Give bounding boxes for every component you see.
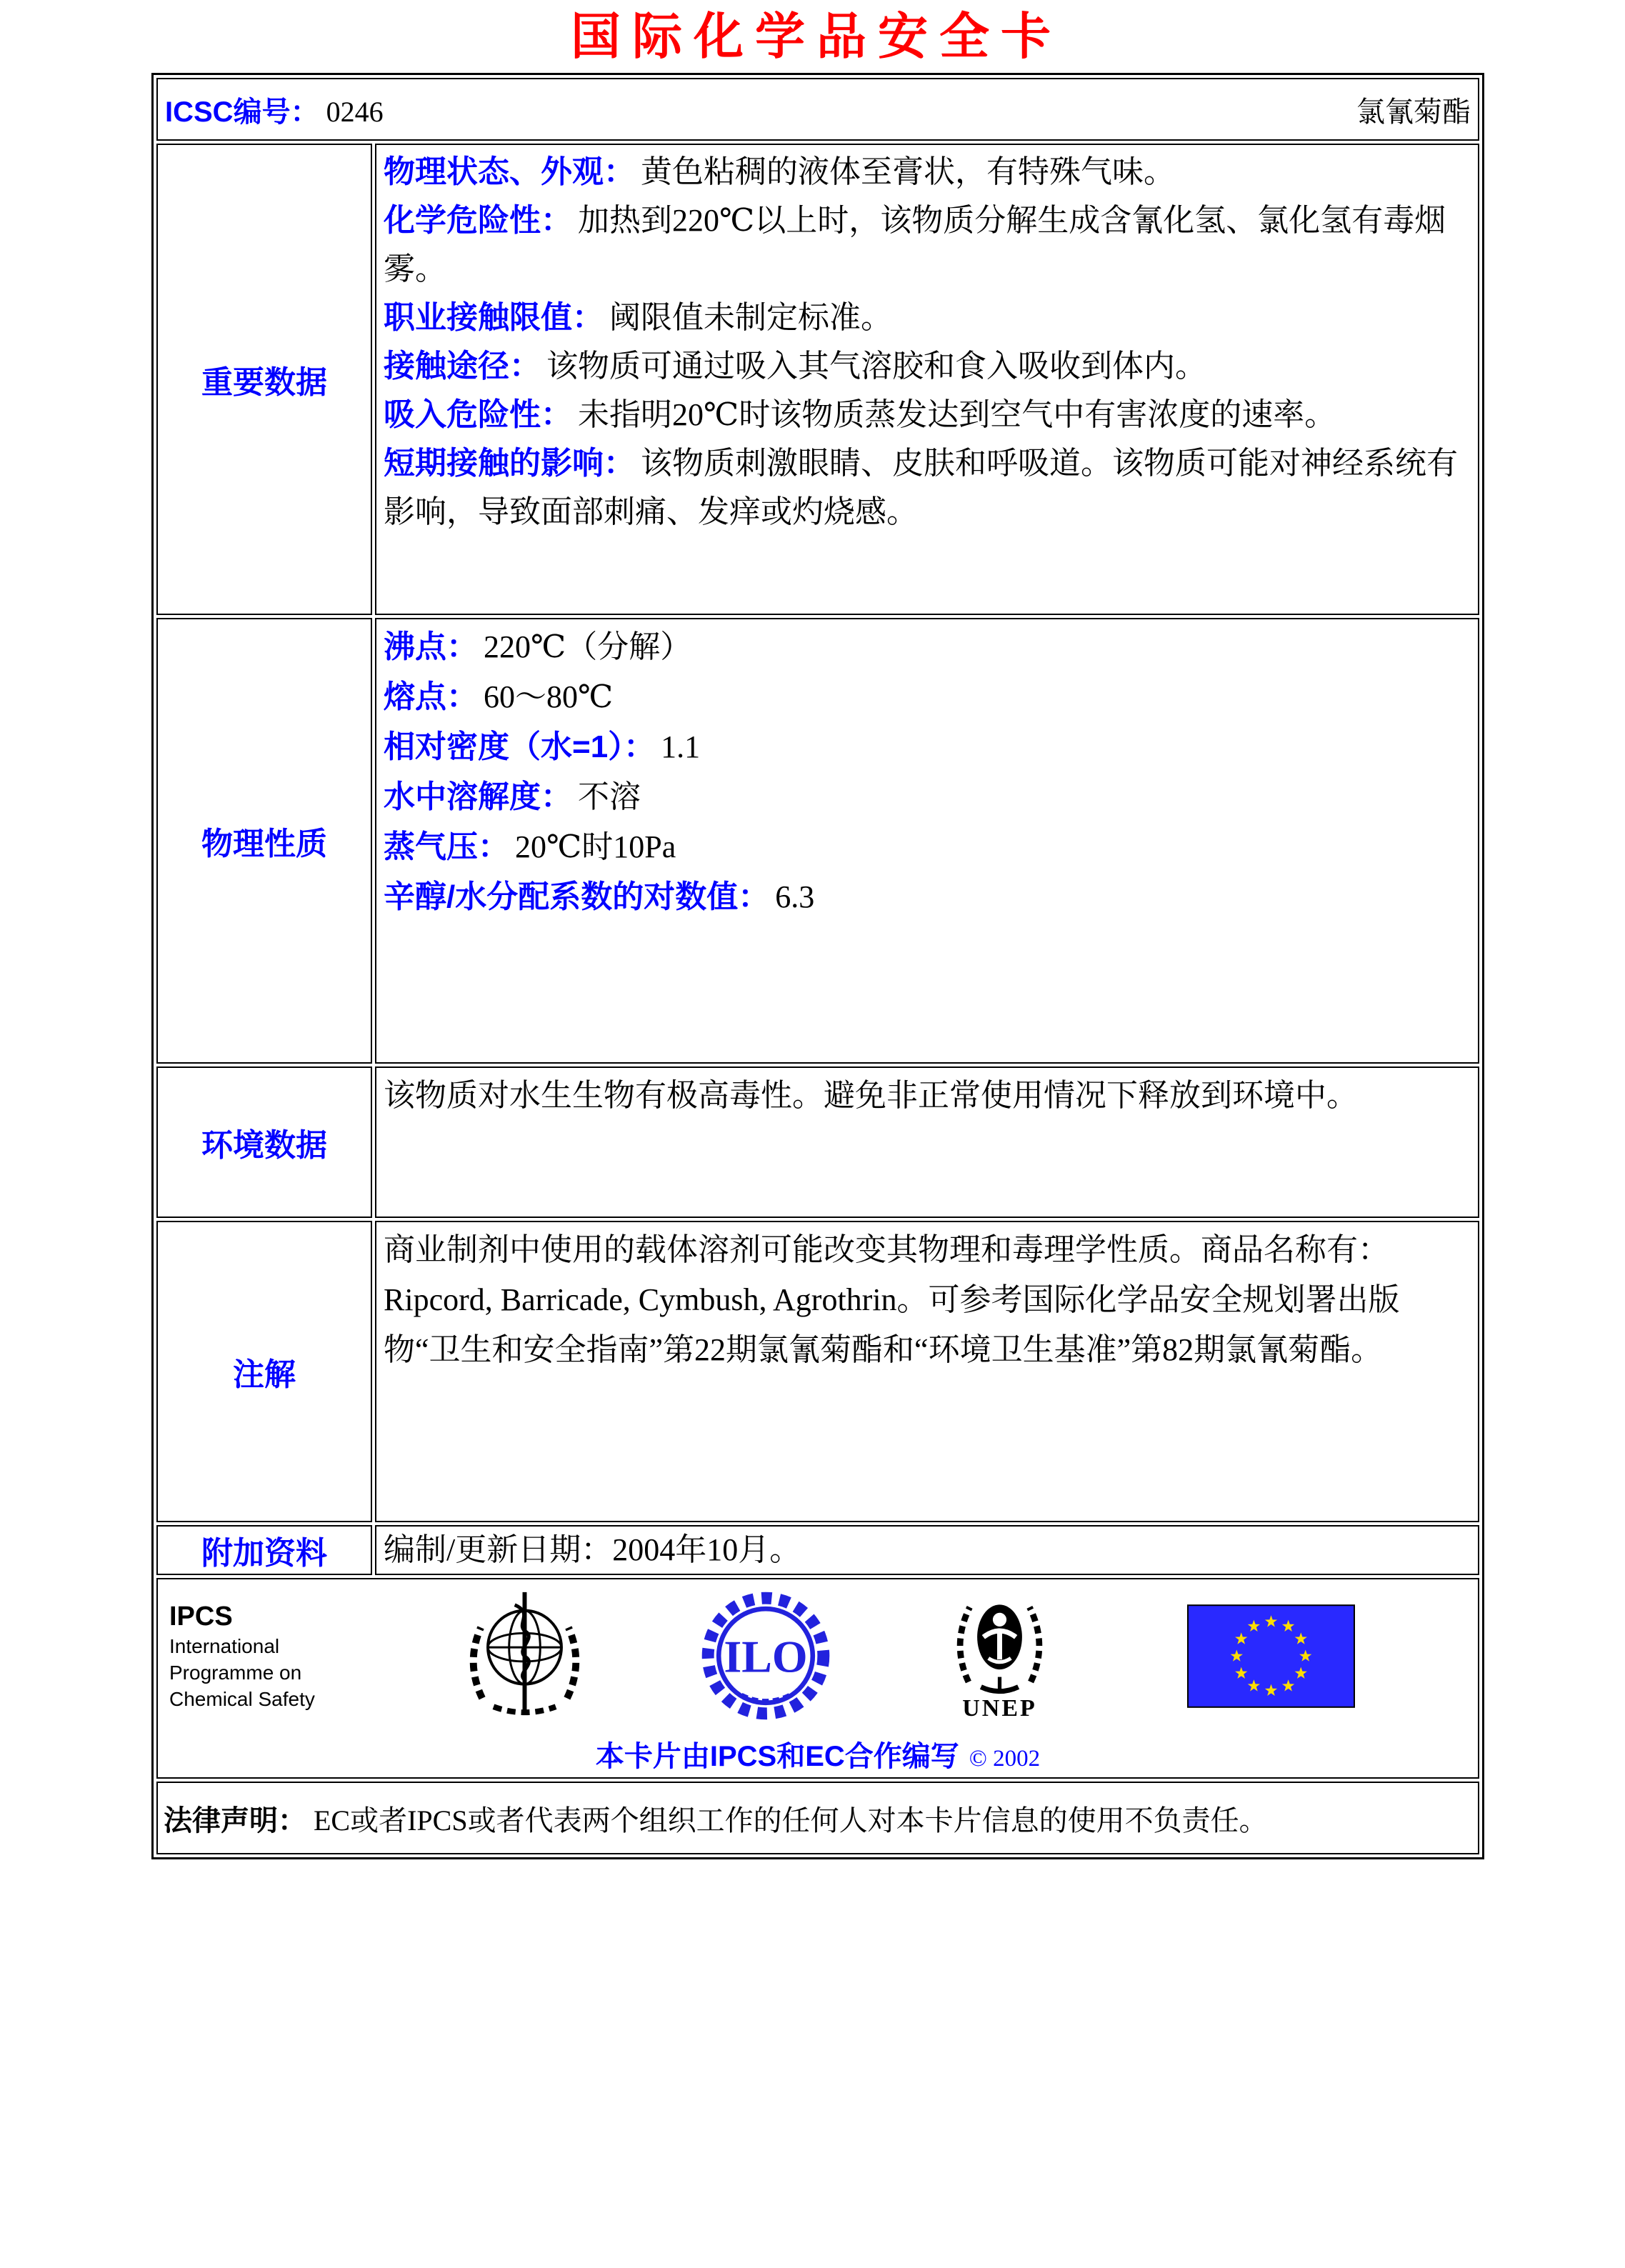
data-item: 吸入危险性： 未指明20℃时该物质蒸发达到空气中有害浓度的速率。 [384,397,1336,432]
icsc-card-page [0,9,1625,1859]
section-physical-properties [156,618,1479,1064]
ipcs-subtitle-line: Programme on [169,1661,302,1684]
data-item: 蒸气压： 20℃时10Pa [384,829,676,864]
credit-line [158,1734,1478,1774]
data-item: 物理状态、外观： 黄色粘稠的液体至膏状，有特殊气味。 [384,154,1175,189]
data-item: 化学危险性： 加热到220℃以上时，该物质分解生成含氰化氢、氯化氢有毒烟雾。 [384,203,1446,286]
data-item: 沸点： 220℃（分解） [384,629,692,664]
legal-row [156,1782,1479,1854]
icsc-number-value: 0246 [326,95,384,128]
legal-text: EC或者IPCS或者代表两个组织工作的任何人对本卡片信息的使用不负责任。 [314,1804,1268,1837]
header-row [156,78,1479,141]
ipcs-subtitle-line: International [169,1634,280,1657]
icsc-table [151,73,1484,1859]
section-label-physical-properties: 物理性质 [201,826,327,861]
ipcs-title: IPCS [169,1601,233,1632]
data-item: 商业制剂中使用的载体溶剂可能改变其物理和毒理学性质。商品名称有：Ripcord, Barricade, Cymbush, Agrothrin。可参考国际化学品安全规划署出版物“卫生和安全指南”第22期氯氰菊酯和“环境卫生基准”第82期氯氰菊酯。 [384,1232,1400,1367]
data-item: 该物质对水生生物有极高毒性。避免非正常使用情况下释放到环境中。 [384,1078,1358,1113]
legal-label: 法律声明： [164,1804,306,1837]
credit-text: 本卡片由IPCS和EC合作编写 [595,1741,959,1772]
icsc-number-label: ICSC编号： [165,96,319,128]
footer-row [156,1578,1479,1779]
data-item: 职业接触限值： 阈限值未制定标准。 [384,300,892,335]
chemical-name: 氯氰菊酯 [1356,95,1471,128]
data-item: 编制/更新日期：2004年10月。 [384,1532,801,1567]
ipcs-subtitle-line: Chemical Safety [169,1687,315,1710]
section-notes [156,1221,1479,1522]
section-label-additional-info: 附加资料 [201,1536,327,1571]
data-item: 水中溶解度： 不溶 [384,779,641,814]
section-important-data [156,144,1479,615]
section-label-important-data: 重要数据 [201,365,327,400]
section-environmental-data [156,1066,1479,1218]
copyright-text: © 2002 [969,1746,1041,1772]
data-item: 辛醇/水分配系数的对数值： 6.3 [384,879,815,914]
ilo-letters: ILO [724,1631,808,1682]
unep-logo [930,1587,1069,1724]
unep-wordmark: UNEP [962,1695,1037,1722]
eu-flag [1187,1604,1355,1708]
section-label-notes: 注解 [233,1357,296,1392]
data-item: 短期接触的影响： 该物质刺激眼睛、皮肤和呼吸道。该物质可能对神经系统有影响，导致面部刺痛、发痒或灼烧感。 [384,446,1458,529]
section-additional-info [156,1525,1479,1575]
data-item: 接触途径： 该物质可通过吸入其气溶胶和食入吸收到体内。 [384,349,1206,384]
page-title: 国际化学品安全卡 [571,7,1062,66]
ipcs-block [169,1600,384,1712]
data-item: 熔点： 60～80℃ [384,679,614,714]
section-label-environmental-data: 环境数据 [201,1128,327,1163]
data-item: 相对密度（水=1）： 1.1 [384,729,701,764]
who-logo [451,1585,598,1727]
icsc-number-group [165,89,384,130]
ilo-logo [698,1589,834,1723]
